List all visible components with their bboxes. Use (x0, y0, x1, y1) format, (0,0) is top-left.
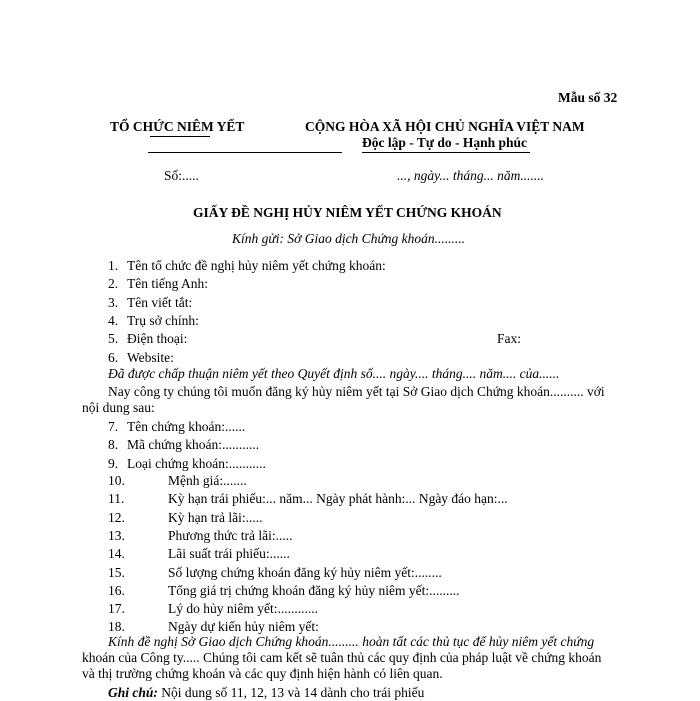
country-name: CỘNG HÒA XÃ HỘI CHỦ NGHĨA VIỆT NAM (305, 119, 585, 134)
list-item-text: Loại chứng khoán:........... (127, 455, 266, 471)
addressee: Kính gửi: Sở Giao dịch Chứng khoán......... (232, 231, 466, 246)
fax-label: Fax: (497, 331, 522, 346)
list-item-number: 15. (108, 564, 125, 580)
document-number: Số:..... (164, 168, 199, 183)
list-item-text: Tổng giá trị chứng khoán đăng ký hủy niêm yết:......... (168, 582, 460, 598)
list-item-number: 17. (108, 601, 125, 617)
national-motto: Độc lập - Tự do - Hạnh phúc (362, 135, 528, 150)
list-item-number: 3. (108, 294, 119, 310)
list-item-text: Mã chứng khoán:........... (127, 437, 260, 453)
note-line (108, 685, 424, 701)
list-item-number: 4. (108, 312, 119, 328)
list-item-text: Mệnh giá:....... (168, 473, 247, 488)
note-label: Ghi chú: (108, 685, 158, 700)
list-item-number: 16. (108, 582, 125, 598)
list-item-number: 9. (108, 455, 119, 471)
list-item-number: 6. (108, 349, 119, 365)
list-item-number: 10. (108, 473, 125, 488)
request-line-1 (108, 634, 594, 650)
list-item-number: 11. (108, 491, 125, 507)
list-item-number: 5. (108, 331, 119, 347)
request-line-3: và thị trường chứng khoán và các quy định hiện hành có liên quan. (82, 666, 443, 681)
list-item-number: 2. (108, 276, 119, 292)
list-item-text: Tên chứng khoán:...... (127, 419, 246, 434)
list-item-number: 8. (108, 437, 119, 453)
approval-line: Đã được chấp thuận niêm yết theo Quyết định số.... ngày.... tháng.... năm.... của...... (108, 366, 560, 381)
list-item-number: 18. (108, 619, 125, 635)
list-item-text: Tên tổ chức đề nghị hủy niêm yết chứng khoán: (127, 258, 386, 273)
date-line: ..., ngày... tháng... năm....... (397, 168, 544, 183)
list-item-text: Lãi suất trái phiếu:...... (168, 546, 290, 562)
list-item-text: Phương thức trả lãi:..... (168, 527, 293, 543)
org-label-underline (150, 136, 210, 137)
list-item-text: Tên viết tắt: (127, 294, 193, 310)
list-item-text: Tên tiếng Anh: (127, 276, 208, 292)
list-item-number: 12. (108, 509, 125, 525)
org-signature-line (148, 152, 342, 153)
document-title: GIẤY ĐỀ NGHỊ HỦY NIÊM YẾT CHỨNG KHOÁN (193, 205, 502, 220)
list-item-number: 1. (108, 258, 119, 273)
list-item-text: Điện thoại: (127, 331, 188, 347)
list-item-text: Website: (127, 349, 174, 365)
note-text: Nội dung số 11, 12, 13 và 14 dành cho trái phiếu (157, 685, 425, 700)
motto-underline (362, 152, 530, 153)
intro-line-2: nội dung sau: (82, 400, 155, 415)
list-item-number: 7. (108, 419, 119, 434)
list-item-number: 14. (108, 546, 125, 562)
list-item-text: Kỳ hạn trả lãi:..... (168, 509, 263, 525)
form-code: Mẫu số 32 (558, 90, 618, 105)
list-item-text: Số lượng chứng khoán đăng ký hủy niêm yết:........ (168, 564, 442, 580)
request-line-1-a: Kính đề nghị Sở Giao dịch Chứng khoán......... (108, 634, 359, 649)
list-item-text: Lý do hủy niêm yết:............ (168, 601, 318, 617)
request-line-1-b: hoàn tất các thủ tục để hủy niêm yết chứng (358, 634, 595, 649)
request-line-2: khoán của Công ty..... Chúng tôi cam kết sẽ tuân thủ các quy định của pháp luật về chứng khoán (82, 650, 602, 665)
list-item-text: Ngày dự kiến hủy niêm yết: (168, 619, 319, 635)
list-item-text: Trụ sở chính: (127, 312, 199, 328)
list-item-number: 13. (108, 527, 125, 543)
intro-line-1: Nay công ty chúng tôi muốn đăng ký hủy niêm yết tại Sở Giao dịch Chứng khoán.......... với (108, 384, 605, 399)
list-item-text: Kỳ hạn trái phiếu:... năm... Ngày phát hành:... Ngày đáo hạn:... (168, 491, 508, 507)
org-label: TỔ CHỨC NIÊM YẾT (110, 119, 245, 134)
